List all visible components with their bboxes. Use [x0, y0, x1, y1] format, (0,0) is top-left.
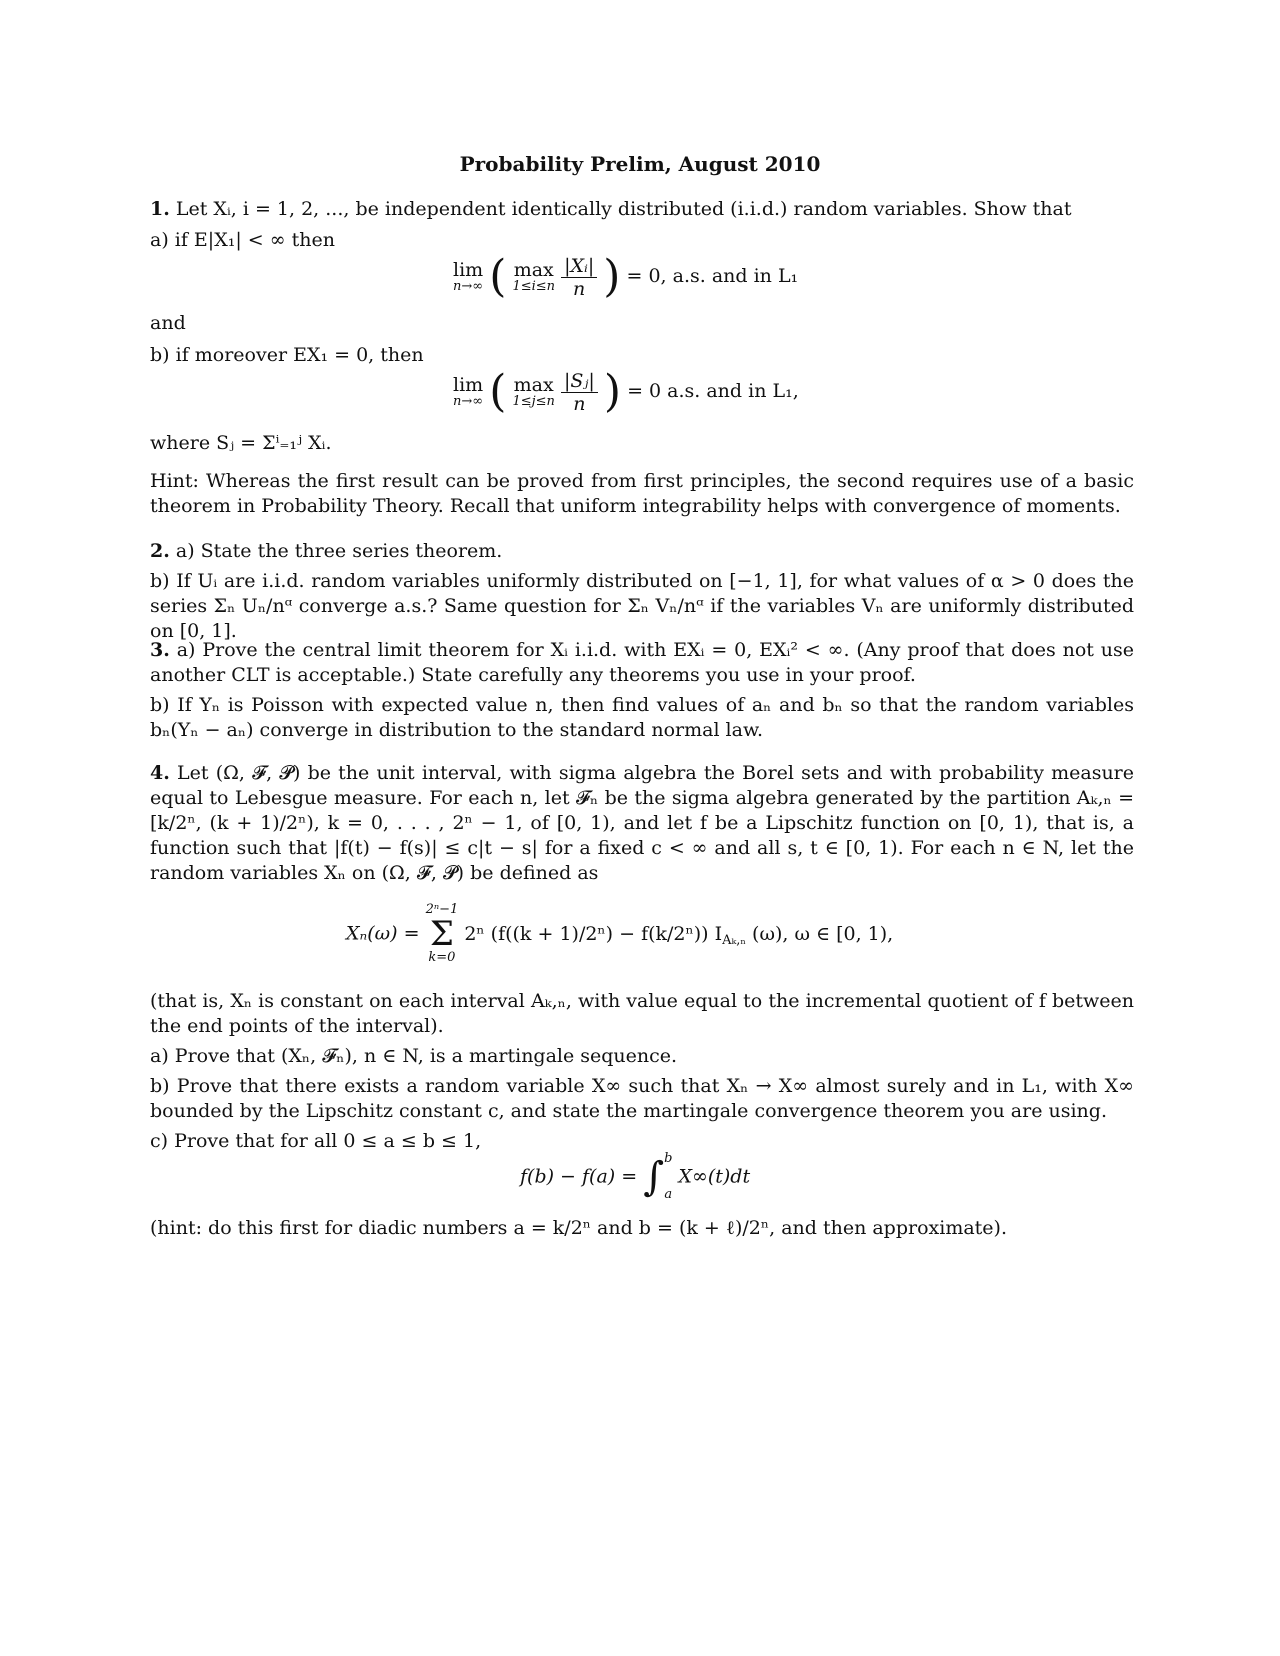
problem-3-part-b: b) If Yₙ is Poisson with expected value n, then find values of aₙ and bₙ so that the random variables bₙ(Yₙ − aₙ) converge in distribution to the standard normal law.: [150, 694, 1134, 741]
problem-2-part-a: 2. a) State the three series theorem.: [150, 540, 503, 562]
problem-2-part-b: b) If Uᵢ are i.i.d. random variables uniformly distributed on [−1, 1], for what values of α > 0 does the series Σₙ Uₙ/nᵅ converge a.s.? Same question for Σₙ Vₙ/nᵅ if the variables Vₙ are uniformly distributed on [0, 1].: [150, 570, 1134, 642]
problem-1-intro-text: Let Xᵢ, i = 1, 2, ..., be independent identically distributed (i.i.d.) random variables. Show that: [175, 198, 1072, 220]
equation-2: lim n→∞ ( max 1≤j≤n $\frac{\text{|Sⱼ|}}{n}$ ) = 0 a.s. and in L₁,: [453, 366, 799, 417]
problem-4-part-a: a) Prove that (Xₙ, 𝓕ₙ), n ∈ N, is a martingale sequence.: [150, 1045, 678, 1067]
equation-2-max: max 1≤j≤n: [512, 374, 555, 409]
equation-1-tail: = 0, a.s. and in L₁: [626, 265, 799, 287]
problem-4-intro: 4. Let (Ω, 𝓕, 𝓟) be the unit interval, with sigma algebra the Borel sets and with probability measure equal to Lebesgue measure. For each n, let 𝓕ₙ be the sigma algebra generated by the partition Aₖ,ₙ = [k/2ⁿ, (k + 1)/2ⁿ), k = 0, . . . , 2ⁿ − 1, of [0, 1), and let f be a Lipschitz function on [0, 1), that is, a function such that |f(t) − f(s)| ≤ c|t − s| for a fixed c < ∞ and all s, t ∈ [0, 1). For each n ∈ N, let the random variables Xₙ on (Ω, 𝓕, 𝓟) be defined as: [150, 762, 1135, 884]
equation-1-lim: lim n→∞: [453, 259, 484, 294]
equation-2-tail: = 0 a.s. and in L₁,: [627, 380, 799, 402]
problem-1-intro: [150, 197, 1134, 222]
problem-3-part-a: 3. a) Prove the central limit theorem for Xᵢ i.i.d. with EXᵢ = 0, EXᵢ² < ∞. (Any proof that does not use another CLT is acceptable.) State carefully any theorems you use in your proof.: [150, 639, 1134, 686]
problem-1-hint: Hint: Whereas the first result can be proved from first principles, the second requires use of a basic theorem in Probability Theory. Recall that uniform integrability helps with convergence of moments.: [150, 470, 1134, 517]
and-text: and: [150, 312, 186, 334]
problem-4-hint: (hint: do this first for diadic numbers a = k/2ⁿ and b = (k + ℓ)/2ⁿ, and then approximate).: [150, 1217, 1007, 1239]
equation-xn-sum: 2ⁿ−1 Σ k=0: [425, 902, 459, 965]
equation-xn-rhs: 2ⁿ (f((k + 1)/2ⁿ) − f(k/2ⁿ)) $I_{A_k,_n}$ (ω), ω ∈ [0, 1),: [464, 922, 894, 948]
equation-xn-lhs: Xₙ(ω) =: [346, 922, 420, 945]
equation-1-max: max 1≤i≤n: [512, 259, 556, 294]
problem-4-note: (that is, Xₙ is constant on each interval Aₖ,ₙ, with value equal to the incremental quotient of f between the end points of the interval).: [150, 990, 1134, 1037]
equation-integral: [0, 1152, 1280, 1202]
equation-integral-rhs: X∞(t)dt: [678, 1165, 751, 1188]
problem-4-part-b: b) Prove that there exists a random variable X∞ such that Xₙ → X∞ almost surely and in L₁, with X∞ bounded by the Lipschitz constant c, and state the martingale convergence theorem you are using.: [150, 1075, 1134, 1122]
integral-symbol: ∫: [643, 1154, 665, 1200]
problem-3-number: 3.: [150, 639, 170, 661]
problem-1-part-b: b) if moreover EX₁ = 0, then: [150, 344, 424, 366]
equation-integral-lhs: f(b) − f(a) =: [520, 1165, 638, 1188]
equation-1-fraction: $\frac{\text{|Xᵢ|}}{n}$: [561, 255, 597, 300]
problem-1-part-a: a) if E|X₁| < ∞ then: [150, 229, 335, 251]
page-title: Probability Prelim, August 2010: [459, 152, 821, 176]
problem-2-number: 2.: [150, 540, 170, 562]
problem-4-part-c: c) Prove that for all 0 ≤ a ≤ b ≤ 1,: [150, 1130, 482, 1152]
equation-xn: [0, 903, 1280, 965]
problem-4-number: 4.: [150, 762, 170, 784]
equation-1: lim n→∞ ( max 1≤i≤n $\frac{\text{|Xᵢ|}}{n}$ ) = 0, a.s. and in L₁: [453, 251, 799, 302]
where-text: where Sⱼ = Σⁱ₌₁ʲ Xᵢ.: [150, 432, 332, 454]
equation-2-fraction: $\frac{\text{|Sⱼ|}}{n}$: [561, 370, 598, 415]
equation-2-lim: lim n→∞: [453, 374, 484, 409]
problem-1-number: 1.: [150, 198, 170, 220]
integral-limits: b a: [664, 1151, 673, 1202]
